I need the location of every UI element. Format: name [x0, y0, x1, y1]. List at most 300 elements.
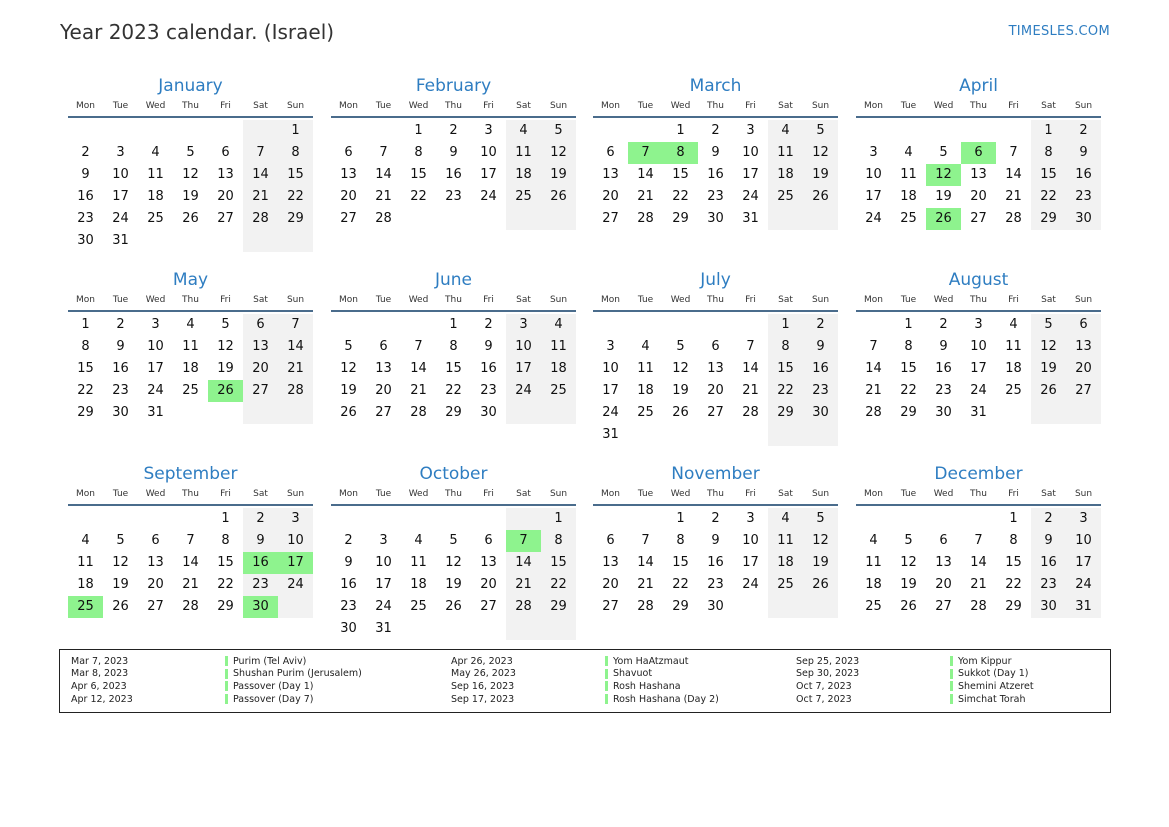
day-cell[interactable]: 24 [970, 383, 987, 398]
day-cell[interactable]: 24 [602, 405, 619, 420]
day-cell[interactable]: 22 [1005, 577, 1022, 592]
day-cell[interactable]: 31 [602, 427, 619, 442]
day-cell[interactable]: 4 [1009, 317, 1018, 332]
day-cell[interactable]: 1 [676, 123, 685, 138]
day-cell[interactable]: 11 [506, 142, 541, 164]
day-cell[interactable]: 17 [112, 189, 129, 204]
day-cell[interactable]: 5 [344, 339, 353, 354]
day-cell[interactable]: 23 [243, 574, 278, 596]
day-cell[interactable]: 23 [707, 189, 724, 204]
day-cell[interactable]: 19 [340, 383, 357, 398]
day-cell[interactable]: 12 [112, 555, 129, 570]
day-cell[interactable]: 7 [506, 530, 541, 552]
day-cell[interactable]: 28 [970, 599, 987, 614]
day-cell[interactable]: 18 [768, 164, 803, 186]
day-cell[interactable]: 21 [742, 383, 759, 398]
day-cell[interactable]: 27 [147, 599, 164, 614]
day-cell[interactable]: 5 [449, 533, 458, 548]
day-cell[interactable]: 3 [974, 317, 983, 332]
day-cell[interactable]: 18 [147, 189, 164, 204]
day-cell[interactable]: 24 [742, 577, 759, 592]
day-cell[interactable]: 29 [217, 599, 234, 614]
day-cell[interactable]: 7 [869, 339, 878, 354]
day-cell[interactable]: 14 [742, 361, 759, 376]
day-cell[interactable]: 22 [768, 380, 803, 402]
day-cell[interactable]: 18 [506, 164, 541, 186]
day-cell[interactable]: 2 [1066, 120, 1101, 142]
day-cell[interactable]: 24 [112, 211, 129, 226]
day-cell[interactable]: 29 [1031, 208, 1066, 230]
day-cell[interactable]: 6 [606, 145, 615, 160]
day-cell[interactable]: 21 [865, 383, 882, 398]
day-cell[interactable]: 22 [541, 574, 576, 596]
day-cell[interactable]: 16 [445, 167, 462, 182]
day-cell[interactable]: 26 [208, 380, 243, 402]
day-cell[interactable]: 13 [602, 555, 619, 570]
day-cell[interactable]: 6 [1066, 314, 1101, 336]
day-cell[interactable]: 14 [970, 555, 987, 570]
day-cell[interactable]: 14 [243, 164, 278, 186]
day-cell[interactable]: 7 [186, 533, 195, 548]
day-cell[interactable]: 12 [445, 555, 462, 570]
day-cell[interactable]: 8 [768, 336, 803, 358]
day-cell[interactable]: 26 [672, 405, 689, 420]
day-cell[interactable]: 30 [77, 233, 94, 248]
day-cell[interactable]: 20 [970, 189, 987, 204]
day-cell[interactable]: 9 [484, 339, 493, 354]
day-cell[interactable]: 27 [480, 599, 497, 614]
day-cell[interactable]: 5 [186, 145, 195, 160]
day-cell[interactable]: 30 [340, 621, 357, 636]
day-cell[interactable]: 27 [602, 599, 619, 614]
day-cell[interactable]: 25 [541, 380, 576, 402]
day-cell[interactable]: 15 [445, 361, 462, 376]
day-cell[interactable]: 8 [904, 339, 913, 354]
day-cell[interactable]: 21 [182, 577, 199, 592]
day-cell[interactable]: 29 [672, 211, 689, 226]
day-cell[interactable]: 23 [1066, 186, 1101, 208]
day-cell[interactable]: 10 [865, 167, 882, 182]
day-cell[interactable]: 31 [375, 621, 392, 636]
day-cell[interactable]: 14 [182, 555, 199, 570]
day-cell[interactable]: 20 [935, 577, 952, 592]
day-cell[interactable]: 7 [1009, 145, 1018, 160]
day-cell[interactable]: 14 [637, 167, 654, 182]
day-cell[interactable]: 28 [637, 211, 654, 226]
day-cell[interactable]: 25 [768, 574, 803, 596]
day-cell[interactable]: 31 [112, 233, 129, 248]
day-cell[interactable]: 15 [768, 358, 803, 380]
day-cell[interactable]: 23 [112, 383, 129, 398]
day-cell[interactable]: 17 [602, 383, 619, 398]
day-cell[interactable]: 4 [541, 314, 576, 336]
day-cell[interactable]: 26 [803, 186, 838, 208]
day-cell[interactable]: 21 [637, 577, 654, 592]
day-cell[interactable]: 15 [1005, 555, 1022, 570]
day-cell[interactable]: 23 [803, 380, 838, 402]
day-cell[interactable]: 11 [77, 555, 94, 570]
day-cell[interactable]: 17 [742, 555, 759, 570]
day-cell[interactable]: 6 [151, 533, 160, 548]
day-cell[interactable]: 23 [935, 383, 952, 398]
day-cell[interactable]: 8 [414, 145, 423, 160]
day-cell[interactable]: 22 [445, 383, 462, 398]
day-cell[interactable]: 5 [676, 339, 685, 354]
day-cell[interactable]: 22 [672, 189, 689, 204]
day-cell[interactable]: 9 [81, 167, 90, 182]
day-cell[interactable]: 16 [1066, 164, 1101, 186]
day-cell[interactable]: 7 [974, 533, 983, 548]
day-cell[interactable]: 23 [1031, 574, 1066, 596]
day-cell[interactable]: 20 [243, 358, 278, 380]
day-cell[interactable]: 1 [81, 317, 90, 332]
day-cell[interactable]: 30 [112, 405, 129, 420]
day-cell[interactable]: 13 [217, 167, 234, 182]
day-cell[interactable]: 19 [112, 577, 129, 592]
day-cell[interactable]: 12 [926, 164, 961, 186]
day-cell[interactable]: 23 [707, 577, 724, 592]
day-cell[interactable]: 7 [379, 145, 388, 160]
day-cell[interactable]: 24 [865, 211, 882, 226]
day-cell[interactable]: 19 [1031, 358, 1066, 380]
day-cell[interactable]: 17 [147, 361, 164, 376]
day-cell[interactable]: 8 [1009, 533, 1018, 548]
day-cell[interactable]: 12 [340, 361, 357, 376]
day-cell[interactable]: 21 [970, 577, 987, 592]
day-cell[interactable]: 15 [410, 167, 427, 182]
day-cell[interactable]: 14 [506, 552, 541, 574]
day-cell[interactable]: 12 [541, 142, 576, 164]
day-cell[interactable]: 20 [602, 189, 619, 204]
day-cell[interactable]: 1 [414, 123, 423, 138]
day-cell[interactable]: 8 [541, 530, 576, 552]
day-cell[interactable]: 13 [935, 555, 952, 570]
day-cell[interactable]: 20 [147, 577, 164, 592]
day-cell[interactable]: 19 [935, 189, 952, 204]
day-cell[interactable]: 16 [480, 361, 497, 376]
day-cell[interactable]: 29 [541, 596, 576, 618]
day-cell[interactable]: 15 [217, 555, 234, 570]
day-cell[interactable]: 13 [602, 167, 619, 182]
day-cell[interactable]: 3 [1066, 508, 1101, 530]
day-cell[interactable]: 3 [869, 145, 878, 160]
day-cell[interactable]: 12 [803, 530, 838, 552]
day-cell[interactable]: 23 [480, 383, 497, 398]
day-cell[interactable]: 20 [217, 189, 234, 204]
day-cell[interactable]: 16 [243, 552, 278, 574]
day-cell[interactable]: 24 [506, 380, 541, 402]
day-cell[interactable]: 18 [637, 383, 654, 398]
day-cell[interactable]: 7 [414, 339, 423, 354]
day-cell[interactable]: 11 [410, 555, 427, 570]
day-cell[interactable]: 1 [676, 511, 685, 526]
day-cell[interactable]: 28 [410, 405, 427, 420]
day-cell[interactable]: 19 [182, 189, 199, 204]
day-cell[interactable]: 31 [970, 405, 987, 420]
day-cell[interactable]: 20 [1066, 358, 1101, 380]
day-cell[interactable]: 24 [375, 599, 392, 614]
day-cell[interactable]: 12 [1031, 336, 1066, 358]
day-cell[interactable]: 23 [445, 189, 462, 204]
day-cell[interactable]: 23 [77, 211, 94, 226]
day-cell[interactable]: 18 [410, 577, 427, 592]
day-cell[interactable]: 19 [217, 361, 234, 376]
day-cell[interactable]: 4 [768, 120, 803, 142]
day-cell[interactable]: 7 [746, 339, 755, 354]
day-cell[interactable]: 11 [147, 167, 164, 182]
day-cell[interactable]: 28 [278, 380, 313, 402]
day-cell[interactable]: 10 [112, 167, 129, 182]
day-cell[interactable]: 26 [1031, 380, 1066, 402]
day-cell[interactable]: 20 [707, 383, 724, 398]
day-cell[interactable]: 11 [865, 555, 882, 570]
day-cell[interactable]: 2 [484, 317, 493, 332]
day-cell[interactable]: 24 [1066, 574, 1101, 596]
day-cell[interactable]: 15 [278, 164, 313, 186]
day-cell[interactable]: 28 [506, 596, 541, 618]
day-cell[interactable]: 27 [243, 380, 278, 402]
day-cell[interactable]: 1 [541, 508, 576, 530]
day-cell[interactable]: 9 [711, 533, 720, 548]
day-cell[interactable]: 26 [182, 211, 199, 226]
day-cell[interactable]: 19 [803, 164, 838, 186]
day-cell[interactable]: 13 [340, 167, 357, 182]
day-cell[interactable]: 28 [1005, 211, 1022, 226]
day-cell[interactable]: 12 [803, 142, 838, 164]
day-cell[interactable]: 27 [1066, 380, 1101, 402]
day-cell[interactable]: 4 [904, 145, 913, 160]
day-cell[interactable]: 19 [803, 552, 838, 574]
day-cell[interactable]: 18 [768, 552, 803, 574]
day-cell[interactable]: 11 [182, 339, 199, 354]
day-cell[interactable]: 2 [711, 123, 720, 138]
day-cell[interactable]: 18 [182, 361, 199, 376]
day-cell[interactable]: 30 [1066, 208, 1101, 230]
day-cell[interactable]: 22 [1031, 186, 1066, 208]
day-cell[interactable]: 25 [182, 383, 199, 398]
day-cell[interactable]: 12 [672, 361, 689, 376]
day-cell[interactable]: 25 [68, 596, 103, 618]
day-cell[interactable]: 6 [379, 339, 388, 354]
day-cell[interactable]: 31 [1066, 596, 1101, 618]
day-cell[interactable]: 3 [151, 317, 160, 332]
day-cell[interactable]: 17 [278, 552, 313, 574]
day-cell[interactable]: 27 [970, 211, 987, 226]
day-cell[interactable]: 7 [628, 142, 663, 164]
day-cell[interactable]: 16 [707, 555, 724, 570]
day-cell[interactable]: 18 [541, 358, 576, 380]
day-cell[interactable]: 18 [77, 577, 94, 592]
day-cell[interactable]: 29 [77, 405, 94, 420]
day-cell[interactable]: 27 [340, 211, 357, 226]
day-cell[interactable]: 9 [711, 145, 720, 160]
day-cell[interactable]: 18 [1005, 361, 1022, 376]
day-cell[interactable]: 31 [147, 405, 164, 420]
day-cell[interactable]: 8 [449, 339, 458, 354]
day-cell[interactable]: 30 [935, 405, 952, 420]
day-cell[interactable]: 11 [900, 167, 917, 182]
day-cell[interactable]: 5 [541, 120, 576, 142]
day-cell[interactable]: 28 [865, 405, 882, 420]
day-cell[interactable]: 14 [278, 336, 313, 358]
day-cell[interactable]: 16 [1031, 552, 1066, 574]
day-cell[interactable]: 24 [480, 189, 497, 204]
day-cell[interactable]: 10 [147, 339, 164, 354]
day-cell[interactable]: 16 [803, 358, 838, 380]
day-cell[interactable]: 10 [970, 339, 987, 354]
day-cell[interactable]: 10 [480, 145, 497, 160]
day-cell[interactable]: 10 [375, 555, 392, 570]
day-cell[interactable]: 15 [77, 361, 94, 376]
day-cell[interactable]: 25 [637, 405, 654, 420]
day-cell[interactable]: 2 [1031, 508, 1066, 530]
day-cell[interactable]: 29 [278, 208, 313, 230]
day-cell[interactable]: 4 [186, 317, 195, 332]
day-cell[interactable]: 9 [1031, 530, 1066, 552]
day-cell[interactable]: 27 [602, 211, 619, 226]
day-cell[interactable]: 29 [672, 599, 689, 614]
day-cell[interactable]: 30 [707, 211, 724, 226]
day-cell[interactable]: 13 [243, 336, 278, 358]
day-cell[interactable]: 16 [707, 167, 724, 182]
day-cell[interactable]: 9 [1066, 142, 1101, 164]
day-cell[interactable]: 15 [900, 361, 917, 376]
day-cell[interactable]: 18 [865, 577, 882, 592]
day-cell[interactable]: 13 [147, 555, 164, 570]
day-cell[interactable]: 2 [711, 511, 720, 526]
day-cell[interactable]: 3 [606, 339, 615, 354]
day-cell[interactable]: 22 [900, 383, 917, 398]
day-cell[interactable]: 10 [742, 533, 759, 548]
day-cell[interactable]: 5 [803, 120, 838, 142]
day-cell[interactable]: 25 [900, 211, 917, 226]
day-cell[interactable]: 11 [768, 530, 803, 552]
day-cell[interactable]: 4 [151, 145, 160, 160]
day-cell[interactable]: 26 [340, 405, 357, 420]
day-cell[interactable]: 26 [445, 599, 462, 614]
day-cell[interactable]: 11 [637, 361, 654, 376]
day-cell[interactable]: 26 [541, 186, 576, 208]
day-cell[interactable]: 20 [480, 577, 497, 592]
day-cell[interactable]: 3 [379, 533, 388, 548]
day-cell[interactable]: 2 [449, 123, 458, 138]
day-cell[interactable]: 1 [1009, 511, 1018, 526]
day-cell[interactable]: 14 [410, 361, 427, 376]
day-cell[interactable]: 27 [935, 599, 952, 614]
day-cell[interactable]: 29 [1005, 599, 1022, 614]
day-cell[interactable]: 21 [410, 383, 427, 398]
day-cell[interactable]: 21 [278, 358, 313, 380]
day-cell[interactable]: 25 [1005, 383, 1022, 398]
day-cell[interactable]: 20 [340, 189, 357, 204]
day-cell[interactable]: 9 [243, 530, 278, 552]
day-cell[interactable]: 10 [1066, 530, 1101, 552]
day-cell[interactable]: 16 [935, 361, 952, 376]
day-cell[interactable]: 25 [768, 186, 803, 208]
day-cell[interactable]: 26 [926, 208, 961, 230]
day-cell[interactable]: 25 [865, 599, 882, 614]
day-cell[interactable]: 12 [900, 555, 917, 570]
day-cell[interactable]: 9 [803, 336, 838, 358]
day-cell[interactable]: 20 [375, 383, 392, 398]
day-cell[interactable]: 18 [900, 189, 917, 204]
day-cell[interactable]: 9 [449, 145, 458, 160]
day-cell[interactable]: 30 [480, 405, 497, 420]
day-cell[interactable]: 4 [414, 533, 423, 548]
day-cell[interactable]: 6 [243, 314, 278, 336]
day-cell[interactable]: 19 [541, 164, 576, 186]
day-cell[interactable]: 5 [221, 317, 230, 332]
day-cell[interactable]: 11 [768, 142, 803, 164]
day-cell[interactable]: 21 [1005, 189, 1022, 204]
day-cell[interactable]: 26 [112, 599, 129, 614]
day-cell[interactable]: 2 [116, 317, 125, 332]
day-cell[interactable]: 22 [410, 189, 427, 204]
day-cell[interactable]: 1 [221, 511, 230, 526]
day-cell[interactable]: 5 [939, 145, 948, 160]
day-cell[interactable]: 15 [672, 555, 689, 570]
day-cell[interactable]: 9 [116, 339, 125, 354]
day-cell[interactable]: 6 [711, 339, 720, 354]
day-cell[interactable]: 13 [480, 555, 497, 570]
day-cell[interactable]: 27 [375, 405, 392, 420]
day-cell[interactable]: 14 [375, 167, 392, 182]
day-cell[interactable]: 14 [637, 555, 654, 570]
day-cell[interactable]: 11 [541, 336, 576, 358]
day-cell[interactable]: 5 [1031, 314, 1066, 336]
day-cell[interactable]: 10 [742, 145, 759, 160]
day-cell[interactable]: 25 [410, 599, 427, 614]
day-cell[interactable]: 30 [1031, 596, 1066, 618]
day-cell[interactable]: 29 [768, 402, 803, 424]
day-cell[interactable]: 19 [445, 577, 462, 592]
day-cell[interactable]: 17 [375, 577, 392, 592]
day-cell[interactable]: 1 [278, 120, 313, 142]
day-cell[interactable]: 22 [77, 383, 94, 398]
day-cell[interactable]: 23 [340, 599, 357, 614]
day-cell[interactable]: 2 [939, 317, 948, 332]
day-cell[interactable]: 17 [742, 167, 759, 182]
day-cell[interactable]: 2 [344, 533, 353, 548]
day-cell[interactable]: 7 [641, 533, 650, 548]
day-cell[interactable]: 3 [746, 123, 755, 138]
day-cell[interactable]: 28 [243, 208, 278, 230]
day-cell[interactable]: 17 [865, 189, 882, 204]
day-cell[interactable]: 25 [147, 211, 164, 226]
day-cell[interactable]: 22 [278, 186, 313, 208]
day-cell[interactable]: 27 [217, 211, 234, 226]
day-cell[interactable]: 24 [147, 383, 164, 398]
day-cell[interactable]: 30 [707, 599, 724, 614]
day-cell[interactable]: 21 [637, 189, 654, 204]
brand-logo-text[interactable]: TIMESLES.COM [1008, 24, 1110, 39]
day-cell[interactable]: 21 [243, 186, 278, 208]
day-cell[interactable]: 4 [641, 339, 650, 354]
day-cell[interactable]: 11 [1005, 339, 1022, 354]
day-cell[interactable]: 10 [602, 361, 619, 376]
day-cell[interactable]: 16 [112, 361, 129, 376]
day-cell[interactable]: 8 [663, 142, 698, 164]
day-cell[interactable]: 8 [676, 533, 685, 548]
day-cell[interactable]: 24 [742, 189, 759, 204]
day-cell[interactable]: 31 [742, 211, 759, 226]
day-cell[interactable]: 28 [375, 211, 392, 226]
day-cell[interactable]: 15 [1031, 164, 1066, 186]
day-cell[interactable]: 29 [445, 405, 462, 420]
day-cell[interactable]: 19 [672, 383, 689, 398]
day-cell[interactable]: 10 [506, 336, 541, 358]
day-cell[interactable]: 16 [340, 577, 357, 592]
